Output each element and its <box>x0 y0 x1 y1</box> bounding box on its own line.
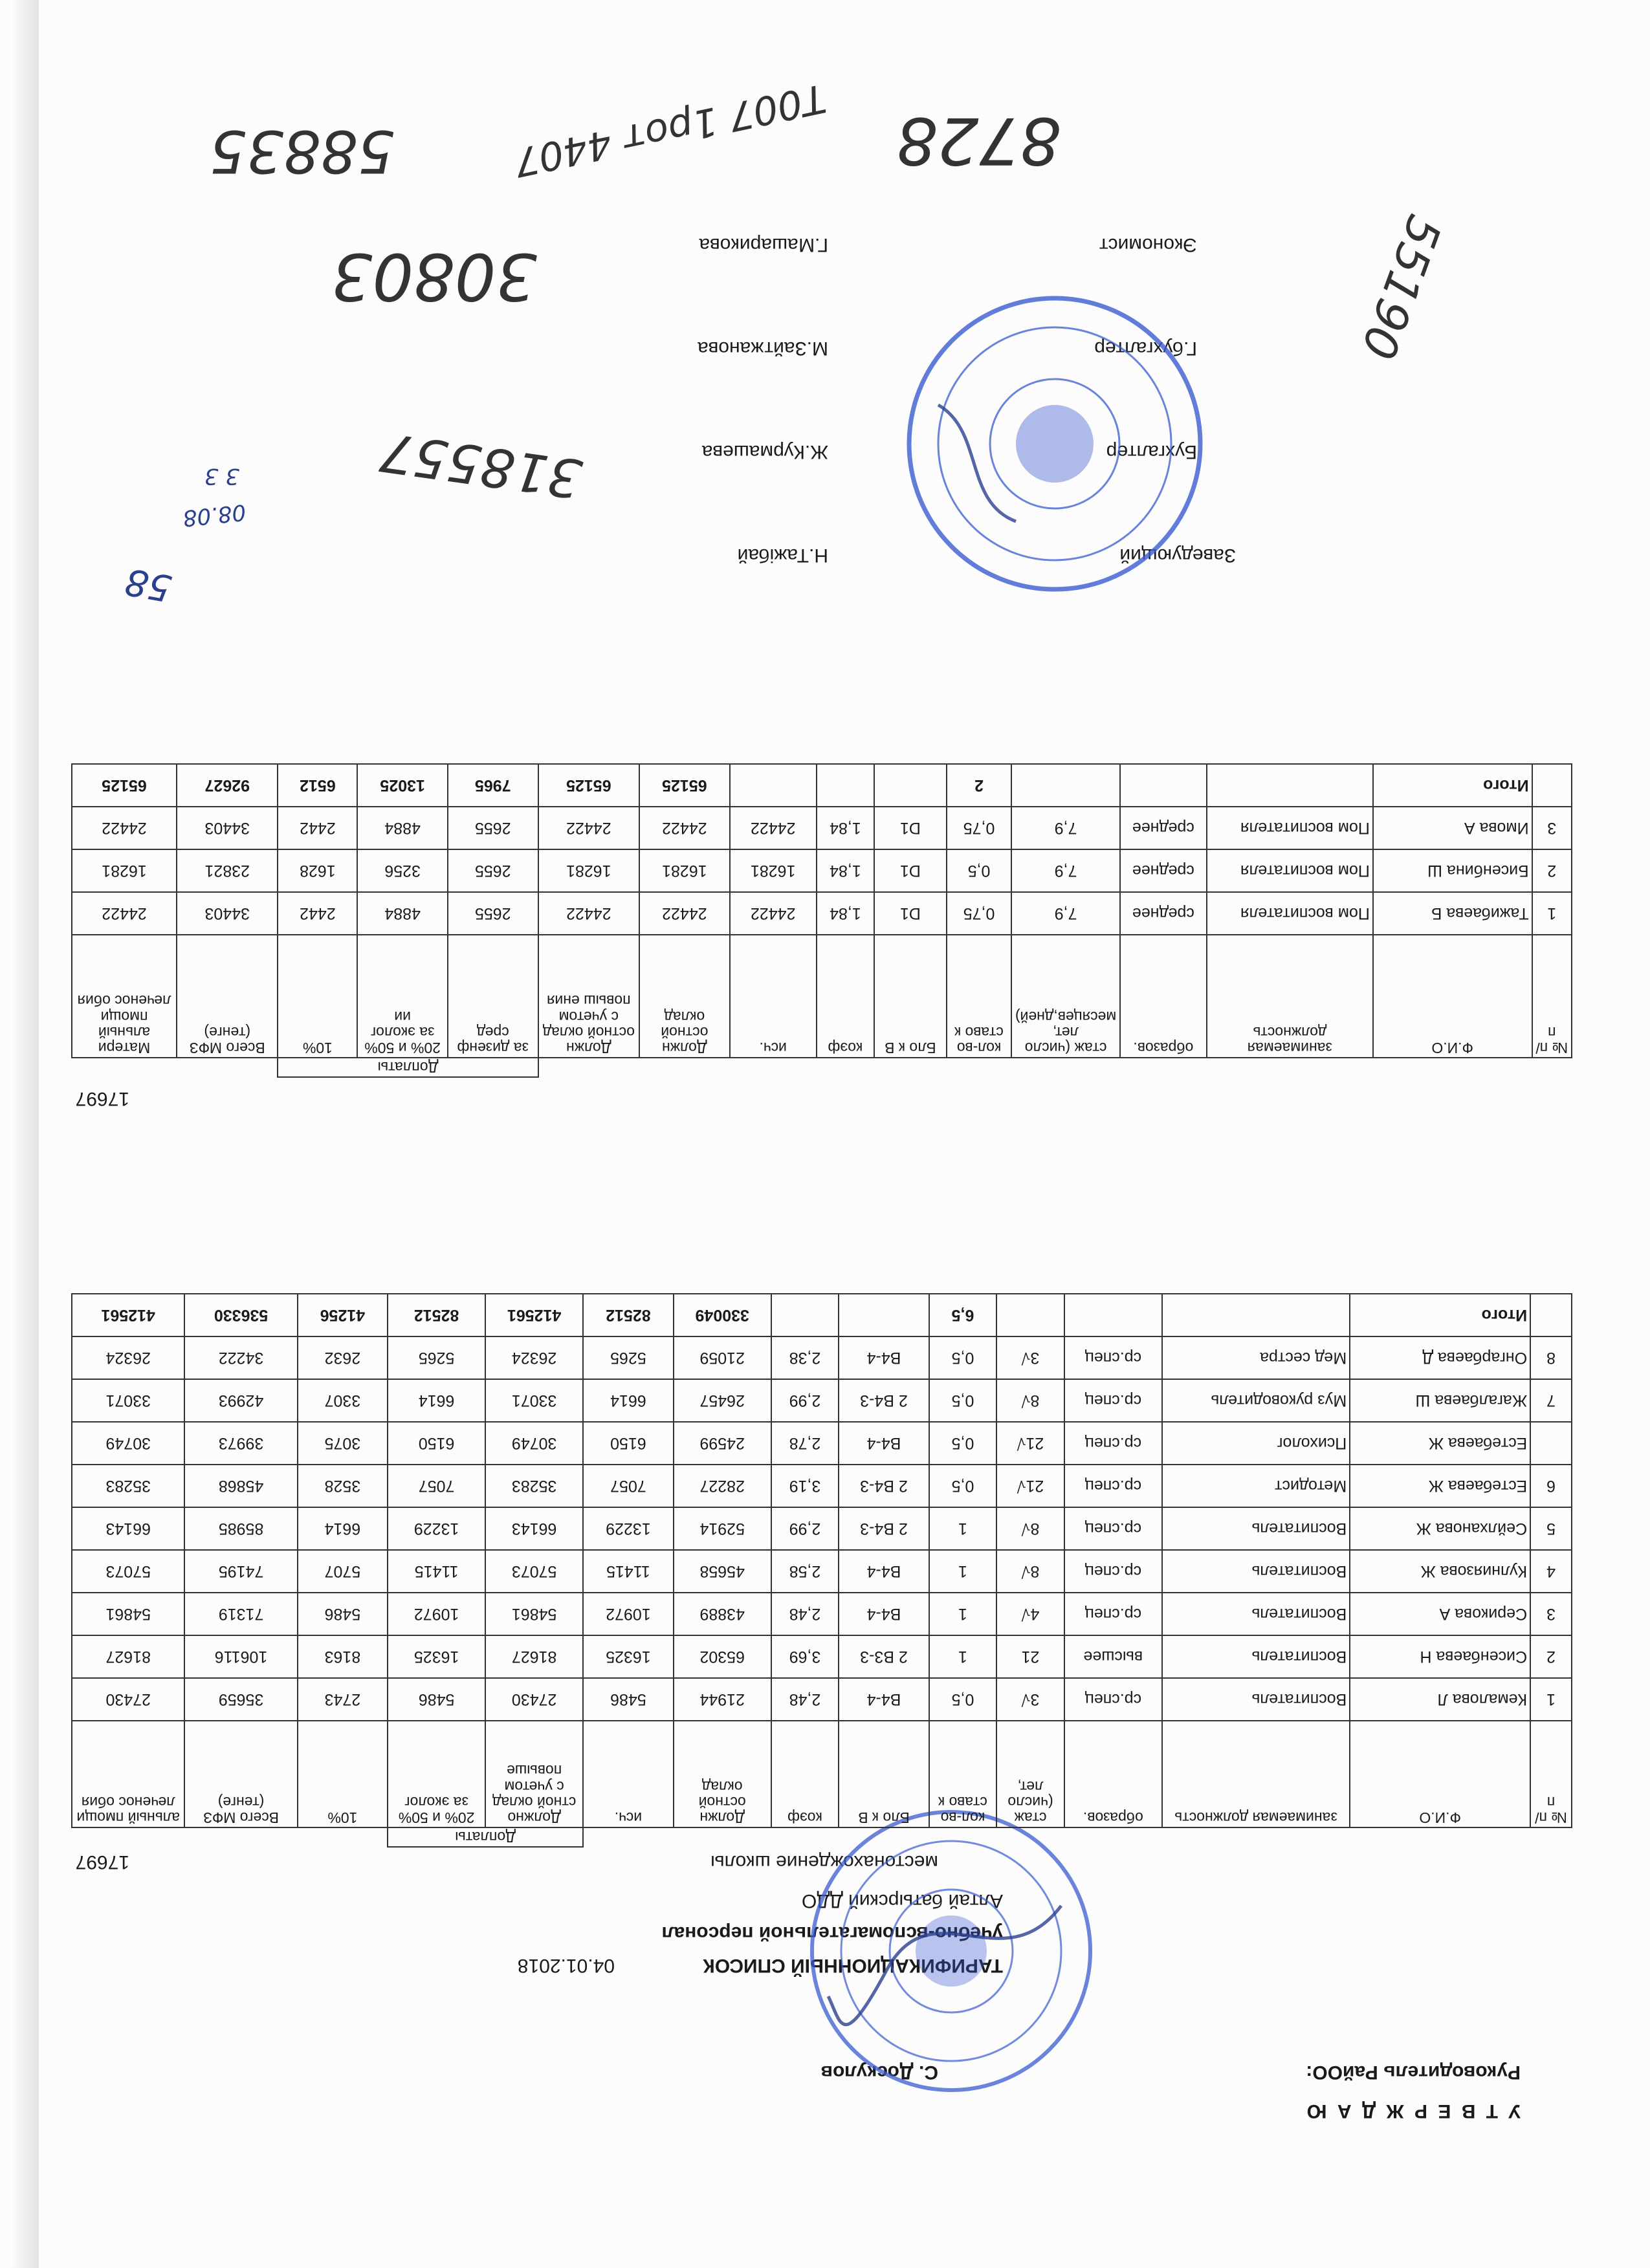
table1-cell: 8√ <box>996 1550 1064 1593</box>
table1-row <box>72 1422 1572 1465</box>
table1-cell: Сисенбаева Н <box>1350 1635 1530 1678</box>
table2-cell: 4884 <box>357 807 448 849</box>
table2-cell: 24422 <box>538 807 639 849</box>
table1-cell: ср.спец <box>1064 1422 1162 1465</box>
table1-cell: 1 <box>1530 1678 1572 1721</box>
table2-cell: D1 <box>874 892 947 935</box>
table2-cell: 2655 <box>448 807 538 849</box>
table1-cell: 54861 <box>72 1593 184 1635</box>
table2-cell: 16281 <box>538 849 639 892</box>
t2-h-disinfect: за дизенф сред <box>448 935 538 1058</box>
t1-h-fio: Ф.И.О <box>1350 1721 1530 1827</box>
table1-total-cell <box>1064 1294 1162 1336</box>
table1-cell: 11415 <box>388 1550 485 1593</box>
table2-cell: Имова А <box>1373 807 1532 849</box>
paper-fold <box>13 0 39 2268</box>
table1-cell: 8√ <box>996 1507 1064 1550</box>
table1-cell: 1 <box>929 1635 997 1678</box>
table1-total-cell: 330049 <box>674 1294 771 1336</box>
table2-total-cell: 6512 <box>278 764 357 807</box>
table1-cell: 21944 <box>674 1678 771 1721</box>
t1-h-num: № п/ п <box>1530 1721 1572 1827</box>
table1-cell: 1 <box>929 1550 997 1593</box>
handwritten-8728: 8728 <box>896 103 1061 179</box>
table2-row <box>72 892 1572 935</box>
table1-cell: 2 <box>1530 1635 1572 1678</box>
table1-cell <box>1530 1422 1572 1465</box>
document-subtitle: учебно-вспомагательной персонал <box>661 1923 1003 1944</box>
table1-total-cell: 41256 <box>298 1294 388 1336</box>
table1-cell: 8 <box>1530 1336 1572 1379</box>
table1-cell: 3√ <box>996 1336 1064 1379</box>
t2-h-rates: кол-во ставо к <box>947 935 1012 1058</box>
table1-cell: ср.спец <box>1064 1336 1162 1379</box>
organization-name: Алтай батырский ДДО <box>801 1890 1003 1912</box>
table2-cell: 7,9 <box>1011 807 1120 849</box>
table2-total-cell <box>1532 764 1572 807</box>
table1-cell: 21 <box>996 1635 1064 1678</box>
table1-cell: Воспитатель <box>1162 1593 1350 1635</box>
table2-cell: 2 <box>1532 849 1572 892</box>
table2-body <box>72 764 1572 935</box>
table1-cell: Воспитатель <box>1162 1678 1350 1721</box>
table2-cell: 24422 <box>730 892 817 935</box>
table1-cell: Кемалова Л <box>1350 1678 1530 1721</box>
t2-h-education: образов. <box>1120 935 1207 1058</box>
table1-cell: 3,69 <box>771 1635 839 1678</box>
t1-h-salary: Должн остной оклад <box>674 1721 771 1827</box>
t2-h-fio: Ф.И.О <box>1373 935 1532 1058</box>
table1-cell: 71319 <box>184 1593 297 1635</box>
table1-total-cell <box>771 1294 839 1336</box>
table2-cell: 0,5 <box>947 849 1012 892</box>
table1-cell: 81627 <box>485 1635 583 1678</box>
table2-cell: 3256 <box>357 849 448 892</box>
table1-cell: 3,19 <box>771 1465 839 1507</box>
table1-cell: 16325 <box>388 1635 485 1678</box>
table2-cell: среднее <box>1120 849 1207 892</box>
t2-h-aid: Матери альный пмощи леченос обия <box>72 935 177 1058</box>
table1-cell: 2,99 <box>771 1507 839 1550</box>
table1-cell: 2,78 <box>771 1422 839 1465</box>
table2-total-cell <box>1120 764 1207 807</box>
table1-cell: Жагалбаева Ш <box>1350 1379 1530 1422</box>
table2-total-cell: 7965 <box>448 764 538 807</box>
t1-h-aid: альный пмощи леченос обия <box>72 1721 184 1827</box>
table1-cell: 6 <box>1530 1465 1572 1507</box>
t1-h-calc: исч. <box>583 1721 674 1827</box>
table1-cell: 24599 <box>674 1422 771 1465</box>
table2-cell: 1,84 <box>817 892 874 935</box>
table1-cell: 10972 <box>583 1593 674 1635</box>
t2-h-salary: Должн остной оклад <box>639 935 730 1058</box>
t2-h-position: занимаемая должность <box>1207 935 1373 1058</box>
table1-cell: 35659 <box>184 1678 297 1721</box>
assistant-table <box>71 763 1572 1078</box>
t1-h-experience: стаж (число лет, <box>996 1721 1064 1827</box>
table2-total-cell: 92627 <box>177 764 278 807</box>
table1-cell: ср.спец <box>1064 1507 1162 1550</box>
table1-cell: 7057 <box>583 1465 674 1507</box>
table1-total-cell: 536330 <box>184 1294 297 1336</box>
table1-cell: Воспитатель <box>1162 1550 1350 1593</box>
t1-h-salary-raised: Должно стной оклад с учетом повыше <box>485 1721 583 1827</box>
table1-cell: 85985 <box>184 1507 297 1550</box>
table2-cell: 16281 <box>639 849 730 892</box>
table1-cell: 39973 <box>184 1422 297 1465</box>
table2-cell: 23821 <box>177 849 278 892</box>
table2-total-cell: 65125 <box>538 764 639 807</box>
signature-role-accountant: Бухгалтер <box>1106 441 1197 463</box>
table2-cell: 34403 <box>177 807 278 849</box>
table2-cell: D1 <box>874 849 947 892</box>
table2-total-cell <box>1207 764 1373 807</box>
table1-cell: 6150 <box>583 1422 674 1465</box>
table1-cell: 28227 <box>674 1465 771 1507</box>
signature-role-head: Заведующий <box>1119 545 1236 566</box>
table1-cell: В4-4 <box>839 1678 929 1721</box>
table1-cell: 57073 <box>72 1550 184 1593</box>
table2-total-cell: 65125 <box>72 764 177 807</box>
handwritten-30803: 30803 <box>331 239 537 314</box>
table1-cell: Психолог <box>1162 1422 1350 1465</box>
table1-row <box>72 1379 1572 1422</box>
table2-cell: 2655 <box>448 892 538 935</box>
table1-cell: 27430 <box>72 1678 184 1721</box>
table1-cell: 8163 <box>298 1635 388 1678</box>
table1-cell: 3075 <box>298 1422 388 1465</box>
table1-cell: Серикова А <box>1350 1593 1530 1635</box>
table2-doplaty: Доплаты <box>278 1058 538 1077</box>
table1-cell: 5486 <box>388 1678 485 1721</box>
t1-h-position: занимаемая должность <box>1162 1721 1350 1827</box>
table2-cell: 24422 <box>72 892 177 935</box>
table1-cell: 4 <box>1530 1550 1572 1593</box>
table1-cell: В4-4 <box>839 1550 929 1593</box>
table1-cell: 5265 <box>583 1336 674 1379</box>
table1-body <box>72 1294 1572 1721</box>
table1-cell: 6150 <box>388 1422 485 1465</box>
table2-cell: 2442 <box>278 807 357 849</box>
staff-table <box>71 1293 1572 1848</box>
table1-cell: 26324 <box>485 1336 583 1379</box>
table2-cell: 1 <box>1532 892 1572 935</box>
table1-cell: 2,38 <box>771 1336 839 1379</box>
table1-cell: Онгарбаева Д <box>1350 1336 1530 1379</box>
table1-row <box>72 1678 1572 1721</box>
table1-total-cell: 82512 <box>583 1294 674 1336</box>
table1-cell: 34222 <box>184 1336 297 1379</box>
table2-total-cell <box>1011 764 1120 807</box>
table1-cell: Методист <box>1162 1465 1350 1507</box>
table2-cell: 34403 <box>177 892 278 935</box>
table1-cell: 26457 <box>674 1379 771 1422</box>
table1-cell: ср.спец <box>1064 1550 1162 1593</box>
table1-cell: 8√ <box>996 1379 1064 1422</box>
stamp-bottom <box>899 289 1210 599</box>
table2-code: 17697 <box>75 1088 129 1109</box>
table2-cell: Бисенбина Ш <box>1373 849 1532 892</box>
table1-cell: 35283 <box>72 1465 184 1507</box>
table2-cell: 0,75 <box>947 807 1012 849</box>
table1-cell: 2,48 <box>771 1678 839 1721</box>
table2-total-row <box>72 764 1572 807</box>
head-name: С. Доскулов <box>820 2062 938 2083</box>
t1-h-coef: коэф <box>771 1721 839 1827</box>
table2-cell: 0,75 <box>947 892 1012 935</box>
table1-cell: Воспитатель <box>1162 1507 1350 1550</box>
table1-cell: ср.спец <box>1064 1465 1162 1507</box>
table1-row <box>72 1507 1572 1550</box>
table1-cell: 5486 <box>298 1593 388 1635</box>
table1-cell: 0,5 <box>929 1379 997 1422</box>
table1-cell: ср.спец <box>1064 1593 1162 1635</box>
table1-cell: 7 <box>1530 1379 1572 1422</box>
t1-h-10pct: 10% <box>298 1721 388 1827</box>
table2-total-cell <box>817 764 874 807</box>
table1-cell: 26324 <box>72 1336 184 1379</box>
table1-cell: 2 В4-3 <box>839 1379 929 1422</box>
table2-cell: 4884 <box>357 892 448 935</box>
table1-cell: 45658 <box>674 1550 771 1593</box>
table2-total-cell: 2 <box>947 764 1012 807</box>
head-position: Руководитель РайОО: <box>1306 2062 1521 2083</box>
table1-cell: 30749 <box>72 1422 184 1465</box>
table1-cell: 3√ <box>996 1678 1064 1721</box>
table2-row <box>72 807 1572 849</box>
location-label: местонахождение школы <box>710 1851 938 1873</box>
table1-total-row <box>72 1294 1572 1336</box>
table1-cell: 0,5 <box>929 1465 997 1507</box>
table1-total-cell <box>1530 1294 1572 1336</box>
table1-cell: 2 В4-3 <box>839 1465 929 1507</box>
table1-cell: Муз руководитель <box>1162 1379 1350 1422</box>
table2-cell: Пом воспитателя <box>1207 807 1373 849</box>
table1-cell: 2632 <box>298 1336 388 1379</box>
table2-cell: среднее <box>1120 807 1207 849</box>
table1-cell: 33071 <box>72 1379 184 1422</box>
signature-name-head: Н.Тажібай <box>737 545 828 566</box>
table1-row <box>72 1635 1572 1678</box>
table2-cell: Тажибаева Б <box>1373 892 1532 935</box>
table2-cell: 24422 <box>538 892 639 935</box>
table2-cell: 2655 <box>448 849 538 892</box>
table2-cell: 16281 <box>72 849 177 892</box>
table1-cell: 21059 <box>674 1336 771 1379</box>
table2-cell: Пом воспитателя <box>1207 849 1373 892</box>
table1-cell: 16325 <box>583 1635 674 1678</box>
table1-cell: 6614 <box>298 1507 388 1550</box>
t2-h-num: № п/ п <box>1532 935 1572 1058</box>
table1-cell: 42993 <box>184 1379 297 1422</box>
table1-cell: 4√ <box>996 1593 1064 1635</box>
table1-cell: 45868 <box>184 1465 297 1507</box>
table1-total-cell: 412561 <box>72 1294 184 1336</box>
table1-cell: 0,5 <box>929 1678 997 1721</box>
table1-cell: Воспитатель <box>1162 1635 1350 1678</box>
table1-row <box>72 1593 1572 1635</box>
table2-cell: 3 <box>1532 807 1572 849</box>
signature-role-chief-accountant: Г.бухгалтер <box>1094 338 1197 359</box>
table1-cell: 30749 <box>485 1422 583 1465</box>
handwritten-scribble: Т007 1рот 4407 <box>510 74 830 186</box>
table1-cell: В4-4 <box>839 1593 929 1635</box>
table1-cell: 35283 <box>485 1465 583 1507</box>
table1-cell: Сейлханова Ж <box>1350 1507 1530 1550</box>
t1-h-block: Бло к В <box>839 1721 929 1827</box>
table1-cell: 3307 <box>298 1379 388 1422</box>
table1-cell: 66143 <box>72 1507 184 1550</box>
t2-h-10pct: 10% <box>278 935 357 1058</box>
table1-cell: 43889 <box>674 1593 771 1635</box>
table1-cell: ср.спец <box>1064 1678 1162 1721</box>
t2-h-block: Бло к В <box>874 935 947 1058</box>
table2-total-cell <box>730 764 817 807</box>
t2-h-total-mfz: Всего МФЗ (тенге) <box>177 935 278 1058</box>
table2-cell: 1628 <box>278 849 357 892</box>
t2-h-calc: исч. <box>730 935 817 1058</box>
school-code: 17697 <box>75 1851 129 1873</box>
table1-cell: 5265 <box>388 1336 485 1379</box>
table1-cell: В4-4 <box>839 1336 929 1379</box>
table1-cell: 21√ <box>996 1422 1064 1465</box>
table1-cell: 10972 <box>388 1593 485 1635</box>
table1-cell: 7057 <box>388 1465 485 1507</box>
table2-cell: D1 <box>874 807 947 849</box>
table1-total-cell: Итого <box>1350 1294 1530 1336</box>
t2-h-salary-raised: Должн остной оклад с учетом повыш ения <box>538 935 639 1058</box>
table2-total-cell: Итого <box>1373 764 1532 807</box>
table1-cell: 52914 <box>674 1507 771 1550</box>
table1-cell: 0,5 <box>929 1336 997 1379</box>
table1-cell: 6614 <box>388 1379 485 1422</box>
table2-cell: 2442 <box>278 892 357 935</box>
signature-name-economist: Г.Машарикова <box>699 234 828 256</box>
signature-name-accountant: Ж.Курмашева <box>701 441 828 463</box>
table2-cell: Пом воспитателя <box>1207 892 1373 935</box>
table2-cell: 24422 <box>639 892 730 935</box>
table2-cell: 24422 <box>639 807 730 849</box>
table1-cell: 3 <box>1530 1593 1572 1635</box>
handwritten-318557: 318557 <box>376 420 586 510</box>
table2-cell: 7,9 <box>1011 892 1120 935</box>
table2-cell: 16281 <box>730 849 817 892</box>
t1-h-education: образов. <box>1064 1721 1162 1827</box>
t2-h-eco: 20% и 50% за эколог ии <box>357 935 448 1058</box>
t2-h-experience: стаж (число лет, месяцев,дней) <box>1011 935 1120 1058</box>
table1-cell: 2,48 <box>771 1593 839 1635</box>
table1-cell: 2 В4-3 <box>839 1507 929 1550</box>
table2-cell: 1,84 <box>817 807 874 849</box>
t1-h-total-mfz: Всего МФЗ (тенге) <box>184 1721 297 1827</box>
table1-row <box>72 1550 1572 1593</box>
table1-total-cell: 412561 <box>485 1294 583 1336</box>
handwritten-33: 3 3 <box>204 463 239 489</box>
table1-cell: 27430 <box>485 1678 583 1721</box>
table1-cell: 2,58 <box>771 1550 839 1593</box>
table1-cell: 66143 <box>485 1507 583 1550</box>
t2-h-coef: коэф <box>817 935 874 1058</box>
signature-role-economist: Экономист <box>1099 234 1197 256</box>
table1-total-cell <box>996 1294 1064 1336</box>
handwritten-58835: 58835 <box>209 117 395 185</box>
table1-total-cell: 6,5 <box>929 1294 997 1336</box>
table1-cell: 5486 <box>583 1678 674 1721</box>
table1-cell: 2,99 <box>771 1379 839 1422</box>
table1-cell: 57073 <box>485 1550 583 1593</box>
table1-cell: Естебаева Ж <box>1350 1465 1530 1507</box>
table1-cell: 21√ <box>996 1465 1064 1507</box>
document-date: 04.01.2018 <box>517 1955 615 1976</box>
table1-total-cell <box>839 1294 929 1336</box>
table2-cell: 1,84 <box>817 849 874 892</box>
table1-row <box>72 1336 1572 1379</box>
table1-cell: 106116 <box>184 1635 297 1678</box>
table1-cell: высшее <box>1064 1635 1162 1678</box>
table1-cell: 74195 <box>184 1550 297 1593</box>
table1-cell: 13229 <box>388 1507 485 1550</box>
table1-cell: 13229 <box>583 1507 674 1550</box>
table1-cell: 81627 <box>72 1635 184 1678</box>
table1-cell: 65302 <box>674 1635 771 1678</box>
table1-cell: 0,5 <box>929 1422 997 1465</box>
table1-cell: Кулниязова Ж <box>1350 1550 1530 1593</box>
table1-cell: 1 <box>929 1507 997 1550</box>
handwritten-date: 08.08 <box>181 499 247 531</box>
table1-cell: 5707 <box>298 1550 388 1593</box>
table1-doplaty: Доплаты <box>388 1827 583 1847</box>
table1-cell: 2 В3-3 <box>839 1635 929 1678</box>
table2-cell: 24422 <box>730 807 817 849</box>
table1-cell: Мед сестра <box>1162 1336 1350 1379</box>
table1-cell: ср.спец <box>1064 1379 1162 1422</box>
table2-total-cell: 13025 <box>357 764 448 807</box>
table1-cell: 33071 <box>485 1379 583 1422</box>
table1-cell: 5 <box>1530 1507 1572 1550</box>
table2-total-cell <box>874 764 947 807</box>
table2-cell: 24422 <box>72 807 177 849</box>
document-title: ТАРИФИКАЦИОННЫЙ СПИСОК <box>703 1955 1003 1976</box>
table1-row <box>72 1465 1572 1507</box>
table1-cell: 54861 <box>485 1593 583 1635</box>
approve-label: У Т В Е Р Ж Д А Ю <box>1304 2100 1521 2122</box>
table1-cell: 3528 <box>298 1465 388 1507</box>
signature-name-chief-accountant: М.Зайтжанова <box>698 338 828 359</box>
t1-h-rates: кол-во ставо к <box>929 1721 997 1827</box>
table1-cell: 2743 <box>298 1678 388 1721</box>
t1-h-eco: 20% и 50% за эколог <box>388 1721 485 1827</box>
table2-row <box>72 849 1572 892</box>
table1-cell: В4-4 <box>839 1422 929 1465</box>
table2-total-cell: 65125 <box>639 764 730 807</box>
table2-cell: среднее <box>1120 892 1207 935</box>
table1-cell: 11415 <box>583 1550 674 1593</box>
table1-cell: 6614 <box>583 1379 674 1422</box>
table1-cell: Естебаева Ж <box>1350 1422 1530 1465</box>
handwritten-55190: 55190 <box>1350 208 1453 366</box>
table2-cell: 7,9 <box>1011 849 1120 892</box>
handwritten-58: 58 <box>122 560 175 609</box>
table1-total-cell: 82512 <box>388 1294 485 1336</box>
table1-cell: 1 <box>929 1593 997 1635</box>
table1-total-cell <box>1162 1294 1350 1336</box>
